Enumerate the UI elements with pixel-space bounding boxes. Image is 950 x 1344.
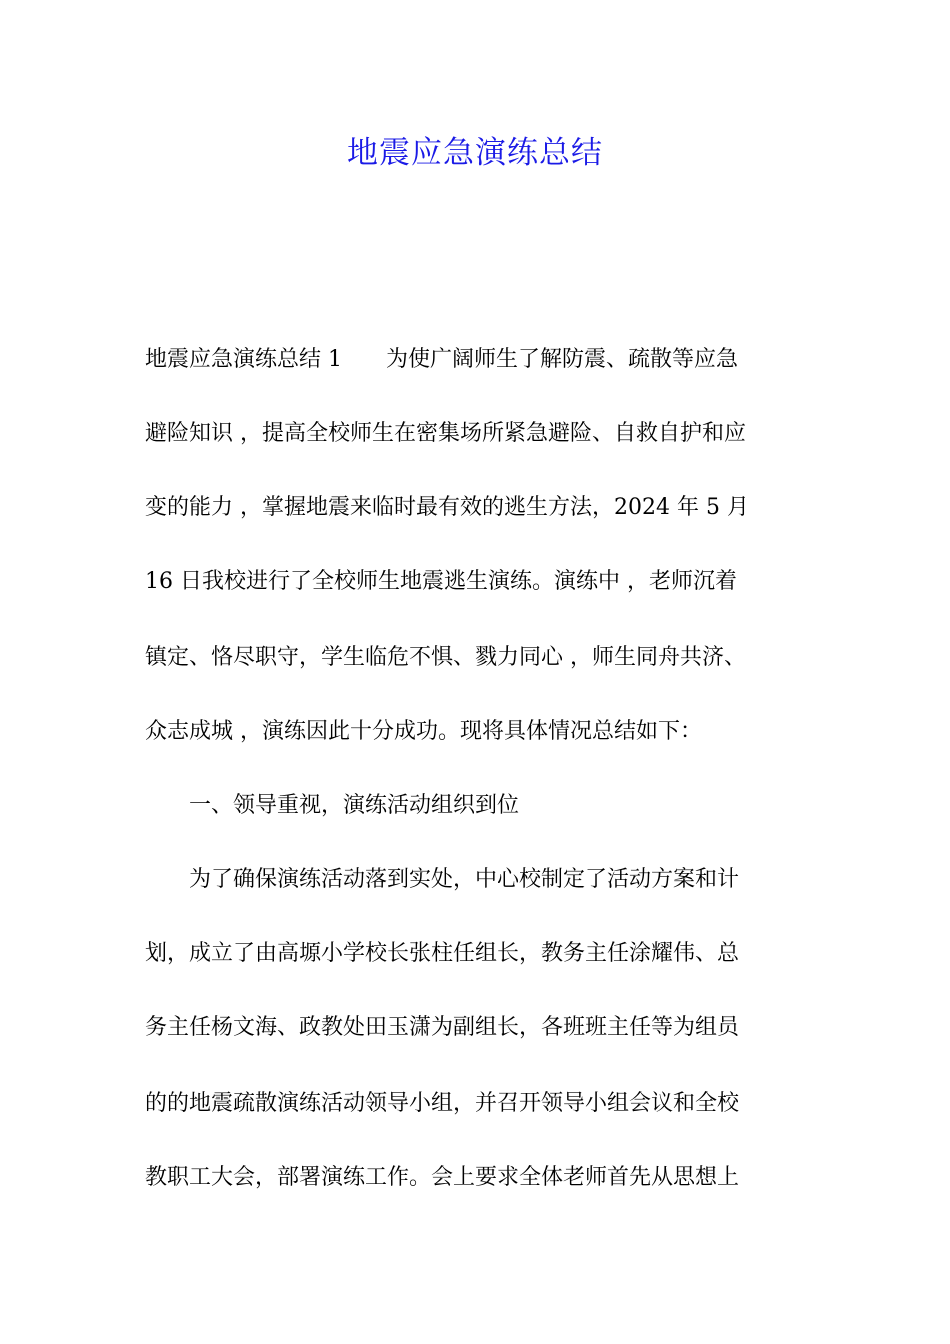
body-line-6: 众志成城 ，演练因此十分成功。现将具体情况总结如下：	[145, 719, 702, 744]
body-line-2: 避险知识 ，提高全校师生在密集场所紧急避险、自救自护和应	[145, 421, 746, 446]
body-line-11: 的的地震疏散演练活动领导小组，并召开领导小组会议和全校	[145, 1091, 740, 1116]
body-line-4: 16 日我校进行了全校师生地震逃生演练。演练中 ，老师沉着	[145, 569, 737, 594]
body-line-5: 镇定、恪尽职守，学生临危不惧、戮力同心 ，师生同舟共济、	[145, 645, 746, 670]
body-line-8: 为了确保演练活动落到实处，中心校制定了活动方案和计	[145, 867, 740, 892]
document-title: 地震应急演练总结	[347, 135, 603, 171]
section-heading-1: 一、领导重视，演练活动组织到位	[145, 793, 520, 818]
body-line-9: 划，成立了由高塬小学校长张柱任组长，教务主任涂耀伟、总	[145, 941, 740, 966]
body-line-12: 教职工大会，部署演练工作。会上要求全体老师首先从思想上	[145, 1165, 740, 1190]
body-line-3: 变的能力 ，掌握地震来临时最有效的逃生方法，2024 年 5 月	[145, 495, 749, 520]
body-line-1: 地震应急演练总结 1 为使广阔师生了解防震、疏散等应急	[145, 347, 738, 372]
document-body	[145, 0, 807, 1344]
body-line-10: 务主任杨文海、政教处田玉潇为副组长，各班班主任等为组员	[145, 1015, 740, 1040]
